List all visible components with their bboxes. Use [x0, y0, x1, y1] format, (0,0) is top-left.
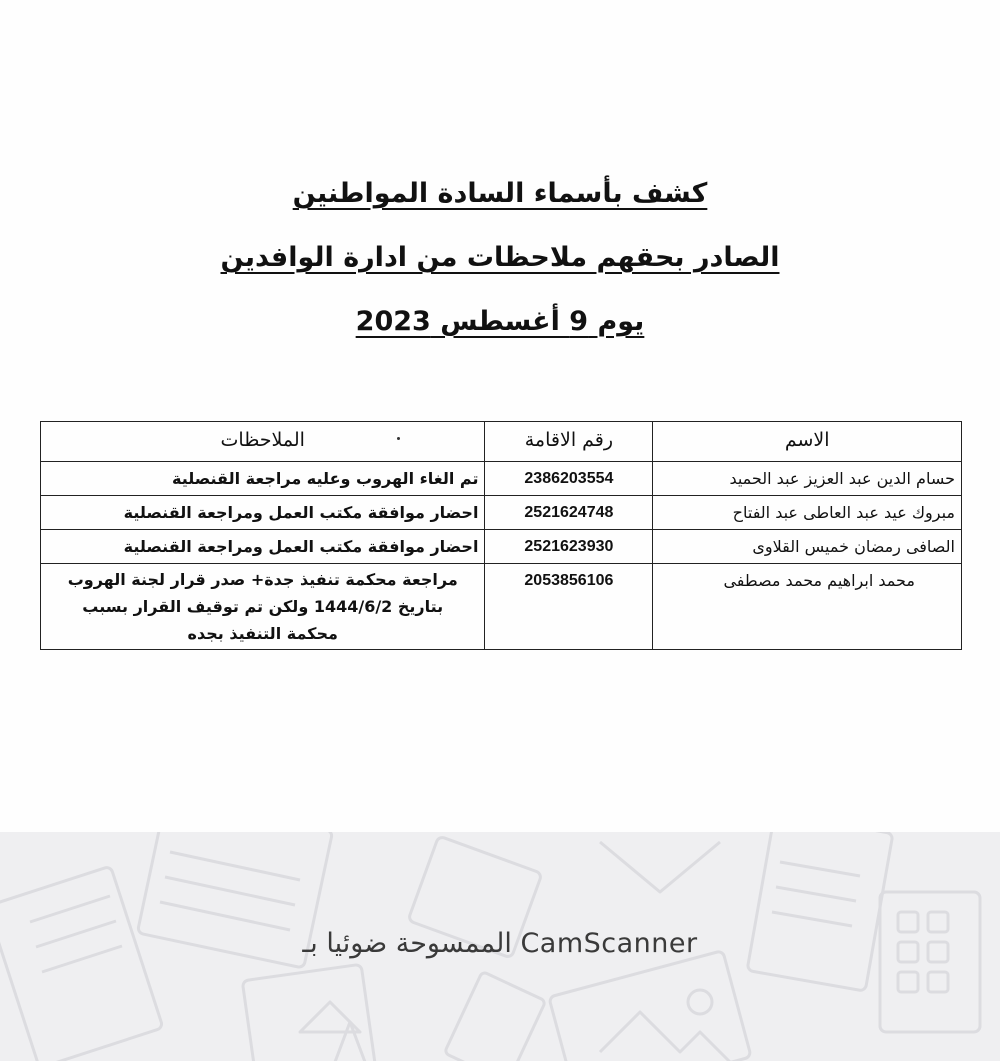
cell-residence: 2386203554	[485, 462, 653, 496]
header-name: الاسم	[653, 422, 962, 462]
header-notes: الملاحظات	[41, 422, 485, 462]
citizens-table	[40, 421, 962, 650]
document-date: يوم 9 أغسطس 2023	[355, 306, 645, 337]
scanner-footer	[0, 832, 1000, 1061]
cell-name: محمد ابراهيم محمد مصطفى	[653, 564, 962, 650]
cell-name: حسام الدين عبد العزيز عبد الحميد	[653, 462, 962, 496]
notes-line: بتاريخ 1444/6/2 ولكن تم توقيف القرار بسبب	[82, 597, 444, 616]
table-row	[41, 496, 962, 530]
cell-residence: 2521623930	[485, 530, 653, 564]
table-row	[41, 462, 962, 496]
cell-notes: احضار موافقة مكتب العمل ومراجعة القنصلية	[41, 530, 485, 564]
document-subtitle: الصادر بحقهم ملاحظات من ادارة الوافدين	[220, 242, 780, 273]
notes-line: محكمة التنفيذ بجده	[187, 624, 338, 643]
header-residence: رقم الاقامة	[485, 422, 653, 462]
cell-notes: احضار موافقة مكتب العمل ومراجعة القنصلية	[41, 496, 485, 530]
cell-name: الصافى رمضان خميس القلاوى	[653, 530, 962, 564]
cell-notes: تم الغاء الهروب وعليه مراجعة القنصلية	[41, 462, 485, 496]
stray-dot	[397, 437, 400, 440]
notes-line: مراجعة محكمة تنفيذ جدة+ صدر قرار لجنة الهروب	[67, 570, 458, 589]
table-row	[41, 530, 962, 564]
cell-name: مبروك عيد عبد العاطى عبد الفتاح	[653, 496, 962, 530]
camscanner-label: الممسوحة ضوئيا بـ CamScanner	[302, 928, 698, 959]
document-title: كشف بأسماء السادة المواطنين	[292, 178, 708, 209]
cell-residence: 2521624748	[485, 496, 653, 530]
table-row	[41, 564, 962, 650]
cell-notes	[41, 564, 485, 650]
table-header-row	[41, 422, 962, 462]
cell-residence: 2053856106	[485, 564, 653, 650]
